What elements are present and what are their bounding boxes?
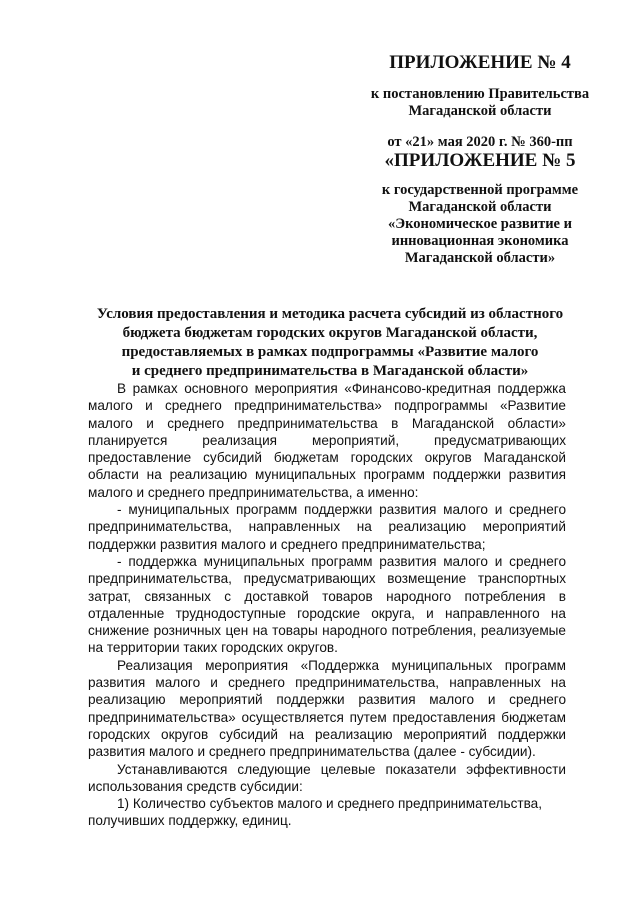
annex-5-line-4: инновационная экономика <box>391 233 569 249</box>
document-body <box>88 380 566 830</box>
list-item-transport-costs: - поддержка муниципальных программ развития малого и среднего предпринимательства, предусматривающих возмещение транспортных затрат, связанных с доставкой товаров народного потребления в отдаленные труднодоступные городские округа, и направленного на снижение розничных цен на товары народного потребления, реализуемые на территории таких городских округов. <box>88 553 566 656</box>
heading-line-2: бюджета бюджетам городских округов Магаданской области, <box>122 325 538 341</box>
annex-5-line-3: «Экономическое развитие и <box>388 216 572 232</box>
list-item-municipal-programs: - муниципальных программ поддержки развития малого и среднего предпринимательства, направленных на реализацию мероприятий поддержки развития малого и среднего предпринимательства; <box>88 502 566 552</box>
annex-4-line-2: Магаданской области <box>408 103 552 119</box>
annex-4-title: ПРИЛОЖЕНИЕ № 4 <box>389 52 571 73</box>
heading-line-1: Условия предоставления и методика расчета субсидий из областного <box>96 306 564 322</box>
paragraph-intro: В рамках основного мероприятия «Финансово-кредитная поддержка малого и среднего предпринимательства» подпрограммы «Развитие малого и среднего предпринимательства в Магаданской области» планируется реализация мероприятий, предусматривающих предоставление субсидий бюджетам городских округов Магаданской области на реализацию муниципальных программ поддержки развития малого и среднего предпринимательства, а именно: <box>88 381 566 500</box>
annex-5-line-2: Магаданской области <box>408 199 552 215</box>
annex-5-line-1: к государственной программе <box>381 182 579 198</box>
paragraph-indicators: Устанавливаются следующие целевые показатели эффективности использования средств субсидии: <box>88 761 566 794</box>
indicator-item-1: 1) Количество субъектов малого и среднего предпринимательства, получивших поддержку, единиц. <box>88 796 543 829</box>
annex-4-line-1: к постановлению Правительства <box>370 86 590 102</box>
heading-line-3: предоставляемых в рамках подпрограммы «Развитие малого <box>121 344 539 360</box>
annex-5-title: «ПРИЛОЖЕНИЕ № 5 <box>384 150 576 171</box>
annex-5-block <box>330 150 630 267</box>
paragraph-implementation: Реализация мероприятия «Поддержка муниципальных программ развития малого и среднего предпринимательства, направленных на реализацию мероприятий поддержки развития малого и среднего предпринимательства» осуществляется путем предоставления бюджетам городских округов субсидий на реализацию мероприятий поддержки развития малого и среднего предпринимательства (далее - субсидии). <box>88 657 566 760</box>
annex-5-line-5: Магаданской области» <box>404 250 556 266</box>
heading-line-4: и среднего предпринимательства в Магаданской области» <box>131 363 529 379</box>
annex-4-block <box>330 52 630 151</box>
document-heading <box>80 305 580 381</box>
annex-4-date: от «21» мая 2020 г. № 360-пп <box>387 134 573 150</box>
